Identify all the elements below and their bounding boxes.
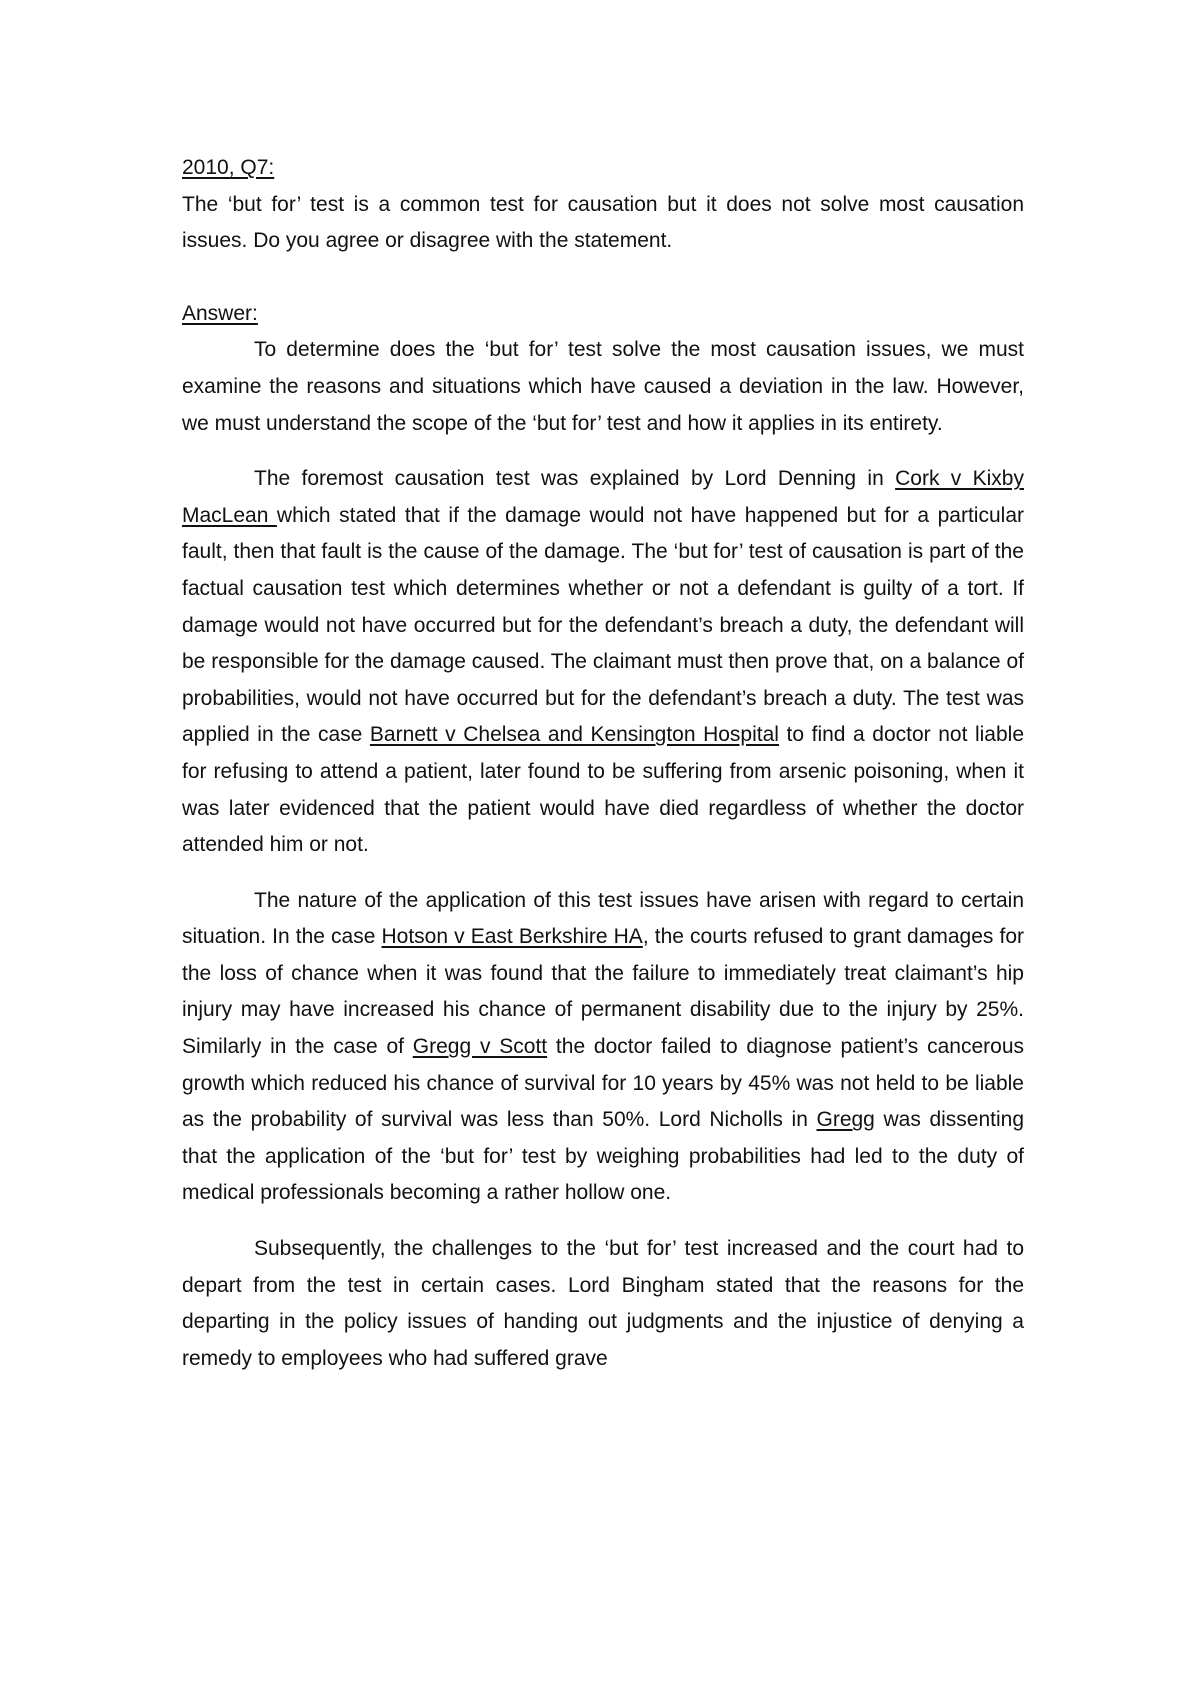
question-text: The ‘but for’ test is a common test for causation but it does not solve most causation issues. Do you agree or disagree with the statement. <box>182 192 1024 253</box>
paragraph-text: The foremost causation test was explained by Lord Denning in <box>254 467 896 491</box>
answer-paragraph-1: To determine does the ‘but for’ test solve the most causation issues, we must examine the reasons and situations which have caused a deviation in the law. However, we must understand the scope of the ‘but for’ test and how it applies in its entirety. <box>182 338 1024 435</box>
case-reference-cork-v-kixby: Cork v Kixby MacLean <box>182 467 1024 527</box>
question-heading <box>182 150 1024 187</box>
paragraph-text: the doctor failed to diagnose patient’s cancerous growth which reduced his chance of survival for 10 years by 45% was not held to be liable as the probability of survival was less than 50%. Lord Nicholls in <box>182 1035 1025 1132</box>
paragraph-text: , the courts refused to grant damages for the loss of chance when it was found that the failure to immediately treat claimant’s hip injury may have increased his chance of permanent disability due to the injury by 25%. Similarly in the case of <box>182 925 1025 1059</box>
answer-paragraph-3 <box>182 883 1024 1212</box>
paragraph-text: which stated that if the damage would not have happened but for a particular fault, then that fault is the cause of the damage. The ‘but for’ test of causation is part of the factual causation test which determines whether or not a defendant is guilty of a tort. If damage would not have occurred but for the defendant’s breach a duty, the defendant will be responsible for the damage caused. The claimant must then prove that, on a balance of probabilities, would not have occurred but for the defendant’s breach a duty. The test was applied in the case <box>182 503 1024 747</box>
answer-paragraph-4: Subsequently, the challenges to the ‘but for’ test increased and the court had to depart from the test in certain cases. Lord Bingham stated that the reasons for the departing in the policy issues of handing out judgments and the injustice of denying a remedy to employees who had suffered grave <box>182 1237 1024 1370</box>
paragraph-text: to find a doctor not liable for refusing to attend a patient, later found to be suffering from arsenic poisoning, when it was later evidenced that the patient would have died regardless of whether the doctor attended him or not. <box>182 723 1025 857</box>
case-reference-gregg-v-scott: Gregg v Scott <box>412 1035 548 1059</box>
case-reference-gregg: Gregg <box>816 1108 875 1132</box>
answer-label: Answer: <box>182 301 258 325</box>
document-body <box>182 150 1024 1377</box>
case-reference-hotson: Hotson v East Berkshire HA <box>381 925 643 949</box>
answer-heading <box>182 296 1024 333</box>
question-label: 2010, Q7: <box>182 156 275 179</box>
answer-paragraph-2 <box>182 461 1024 864</box>
paragraph-text: was dissenting that the application of the ‘but for’ test by weighing probabilities had led to the duty of medical professionals becoming a rather hollow one. <box>182 1108 1025 1205</box>
case-reference-barnett-v-chelsea: Barnett v Chelsea and Kensington Hospital <box>369 723 779 747</box>
paragraph-text: The nature of the application of this test issues have arisen with regard to certain situation. In the case <box>182 888 1024 949</box>
